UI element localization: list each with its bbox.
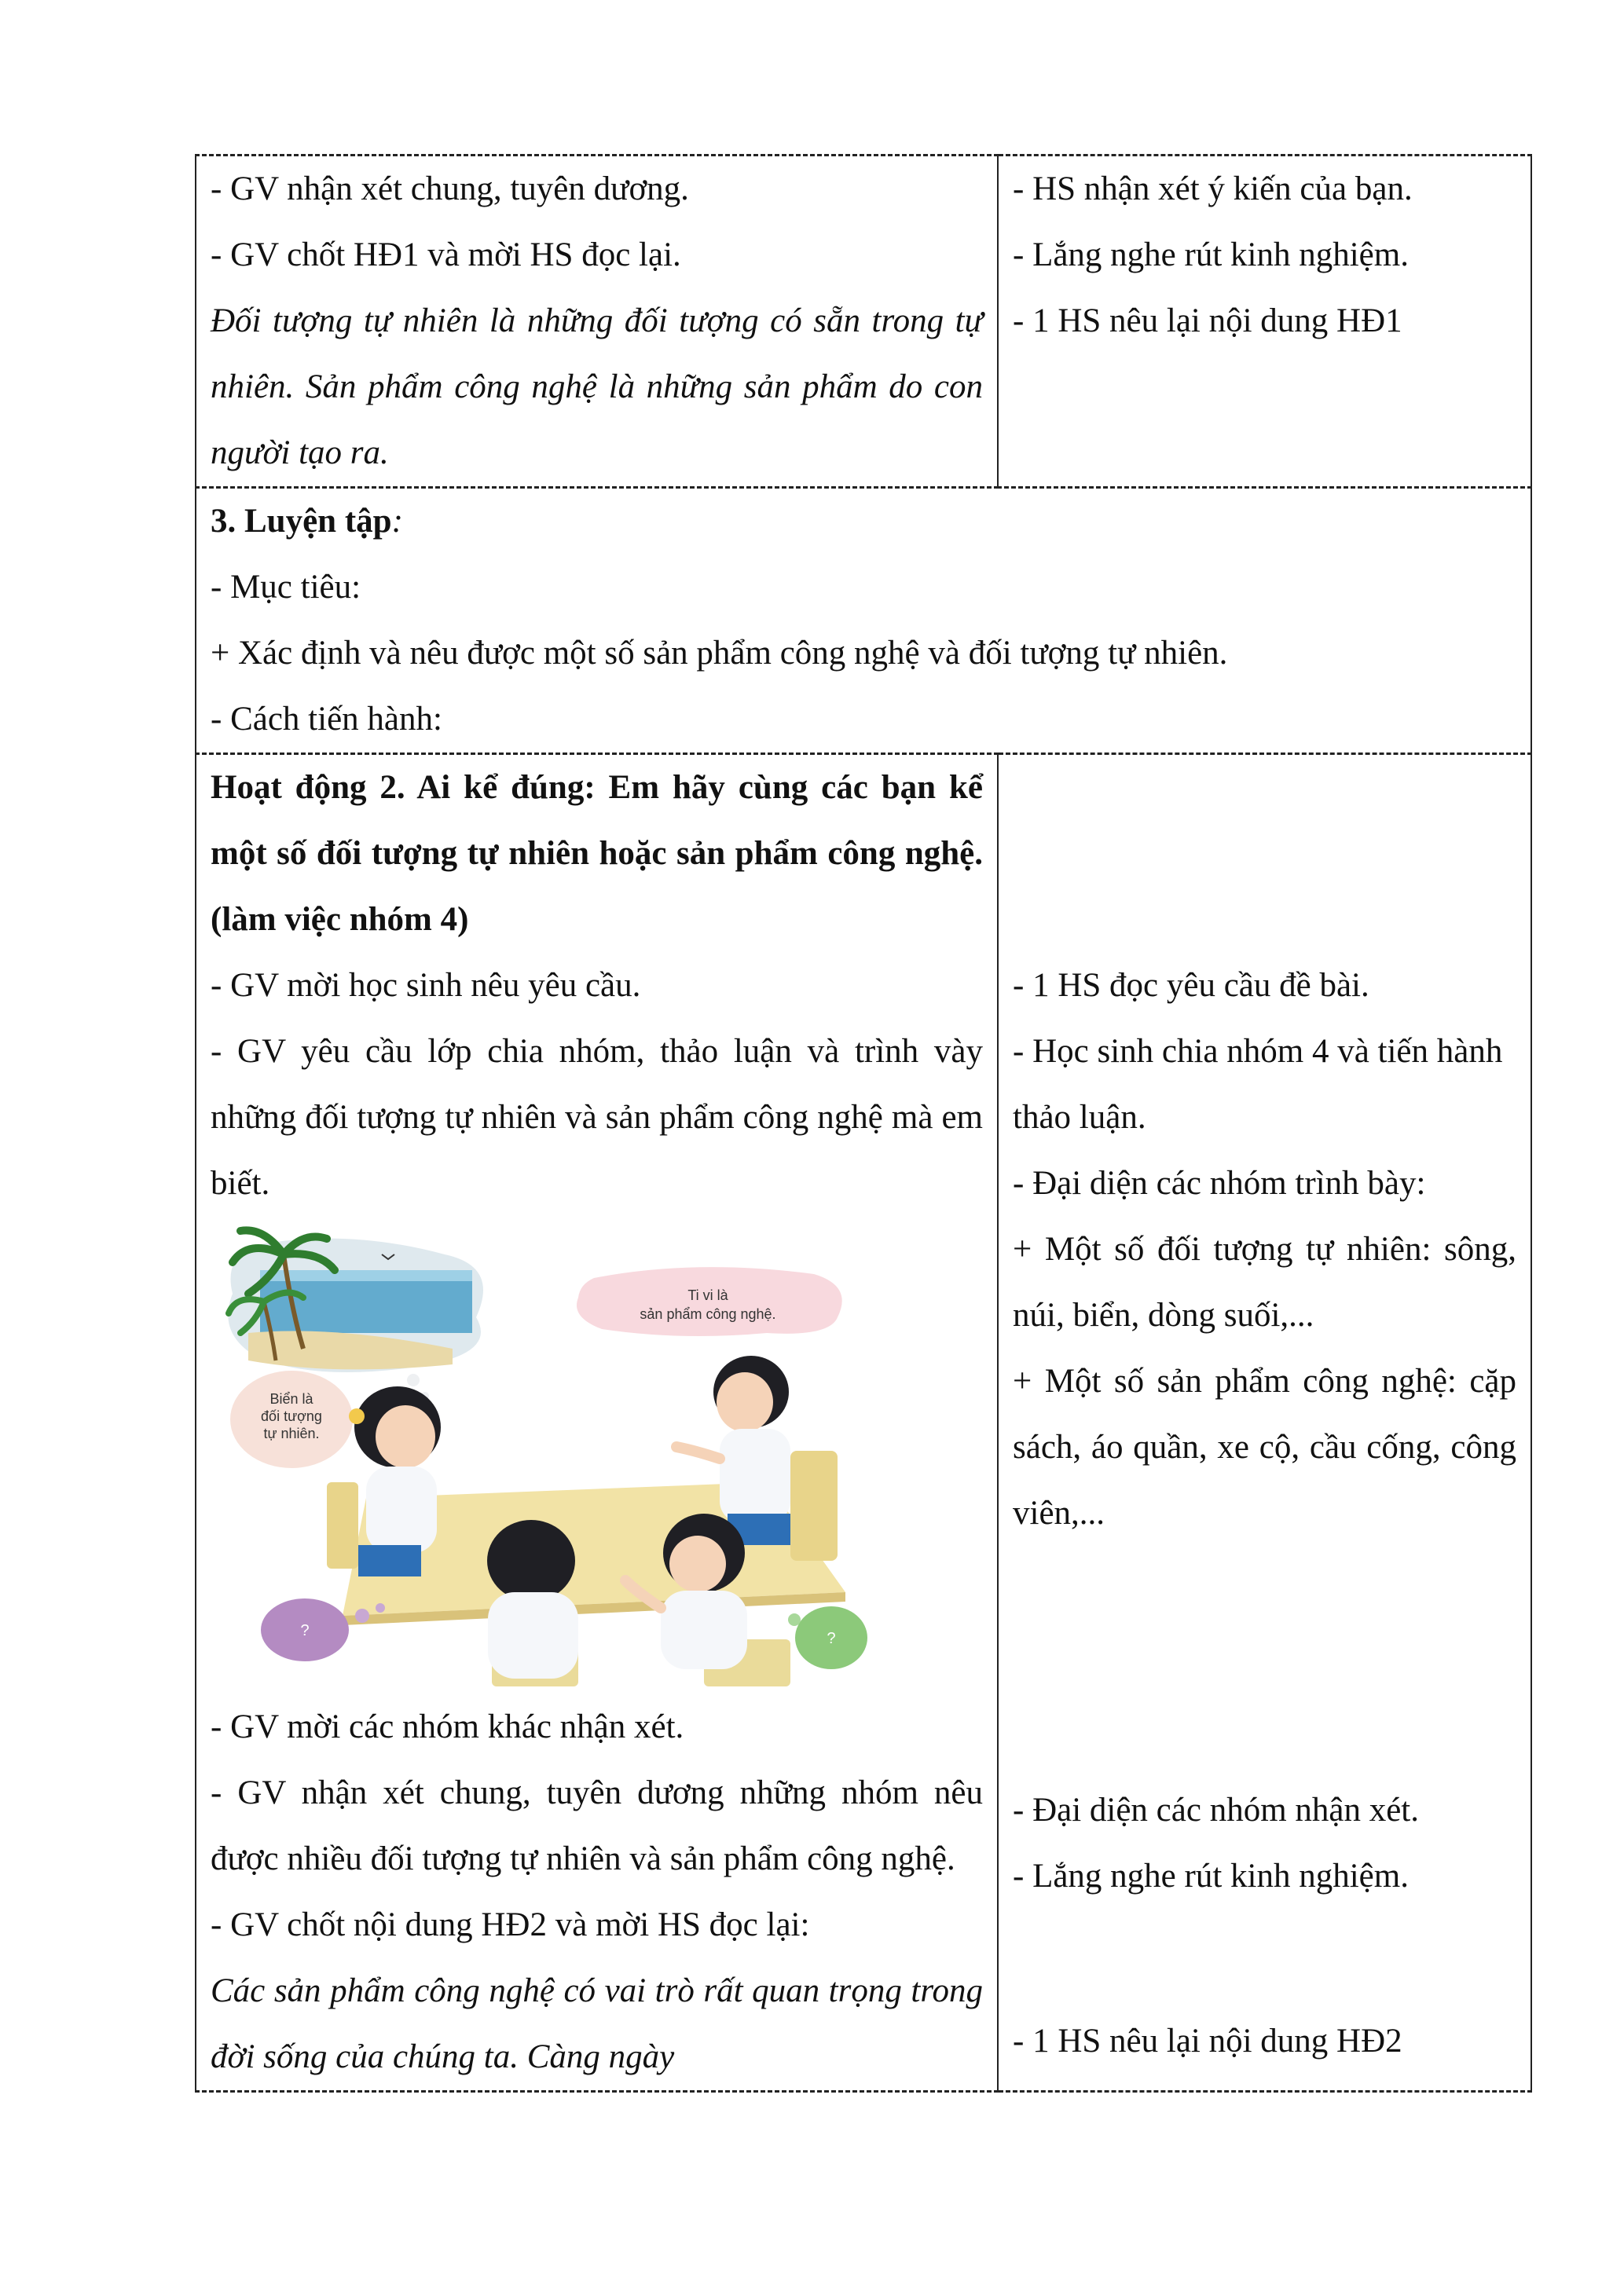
text-paragraph: - Học sinh chia nhóm 4 và tiến hành thảo luận. xyxy=(1013,1033,1503,1136)
text-line: - GV mời các nhóm khác nhận xét. xyxy=(211,1708,684,1745)
text-line: + Xác định và nêu được một số sản phẩm công nghệ và đối tượng tự nhiên. xyxy=(211,635,1228,672)
table-row xyxy=(196,156,1531,488)
conclusion-italic: Các sản phẩm công nghệ có vai trò rất quan trọng trong đời sống của chúng ta. Càng ngày xyxy=(211,1972,983,2075)
text-line: - Cách tiến hành: xyxy=(211,701,442,738)
bubble-text: đối tượng xyxy=(261,1408,322,1424)
student-cell xyxy=(998,754,1531,2092)
text-line: - GV chốt HĐ1 và mời HS đọc lại. xyxy=(211,236,681,273)
bubble-text: ? xyxy=(827,1630,836,1647)
text-line: - Đại diện các nhóm trình bày: xyxy=(1013,1165,1426,1202)
bubble-text: Biển là xyxy=(269,1391,313,1407)
text-paragraph: - GV nhận xét chung, tuyên dương những nhóm nêu được nhiều đối tượng tự nhiên và sản phẩm công nghệ. xyxy=(211,1774,983,1877)
table-row xyxy=(196,754,1531,2092)
text-paragraph: + Một số sản phẩm công nghệ: cặp sách, áo quần, xe cộ, cầu cống, công viên,... xyxy=(1013,1363,1516,1532)
text-line: - GV chốt nội dung HĐ2 và mời HS đọc lại: xyxy=(211,1906,810,1943)
text-line: - Lắng nghe rút kinh nghiệm. xyxy=(1013,1858,1409,1895)
section-cell xyxy=(196,488,1531,754)
text-line: - GV nhận xét chung, tuyên dương. xyxy=(211,170,689,207)
text-line: - HS nhận xét ý kiến của bạn. xyxy=(1013,170,1413,207)
classroom-illustration xyxy=(217,1223,893,1686)
text-line: - GV mời học sinh nêu yêu cầu. xyxy=(211,967,641,1004)
section-heading: 3. Luyện tập: xyxy=(211,503,403,540)
text-line: - 1 HS đọc yêu cầu đề bài. xyxy=(1013,967,1369,1004)
text-paragraph: + Một số đối tượng tự nhiên: sông, núi, biển, dòng suối,... xyxy=(1013,1231,1516,1334)
text-line: - 1 HS nêu lại nội dung HĐ1 xyxy=(1013,302,1402,339)
table-row xyxy=(196,488,1531,754)
student-cell xyxy=(998,156,1531,488)
conclusion-italic: Đối tượng tự nhiên là những đối tượng có sẵn trong tự nhiên. Sản phẩm công nghệ là những sản phẩm do con người tạo ra. xyxy=(211,302,983,471)
teacher-cell xyxy=(196,156,998,488)
bubble-text: tự nhiên. xyxy=(263,1426,320,1441)
teacher-cell xyxy=(196,754,998,2092)
lesson-plan-table xyxy=(195,154,1532,2093)
bubble-text: ? xyxy=(300,1622,310,1639)
text-line: - Đại diện các nhóm nhận xét. xyxy=(1013,1792,1420,1829)
activity-title: Hoạt động 2. Ai kể đúng: Em hãy cùng các bạn kể một số đối tượng tự nhiên hoặc sản phẩm công nghệ. (làm việc nhóm 4) xyxy=(211,769,983,938)
bubble-text: Ti vi là xyxy=(687,1287,728,1303)
text-line: - Mục tiêu: xyxy=(211,569,361,606)
text-line: - 1 HS nêu lại nội dung HĐ2 xyxy=(1013,2023,1402,2060)
text-line: - Lắng nghe rút kinh nghiệm. xyxy=(1013,236,1409,273)
text-paragraph: - GV yêu cầu lớp chia nhóm, thảo luận và trình vày những đối tượng tự nhiên và sản phẩm công nghệ mà em biết. xyxy=(211,1033,983,1202)
bubble-text: sản phẩm công nghệ. xyxy=(640,1306,776,1322)
